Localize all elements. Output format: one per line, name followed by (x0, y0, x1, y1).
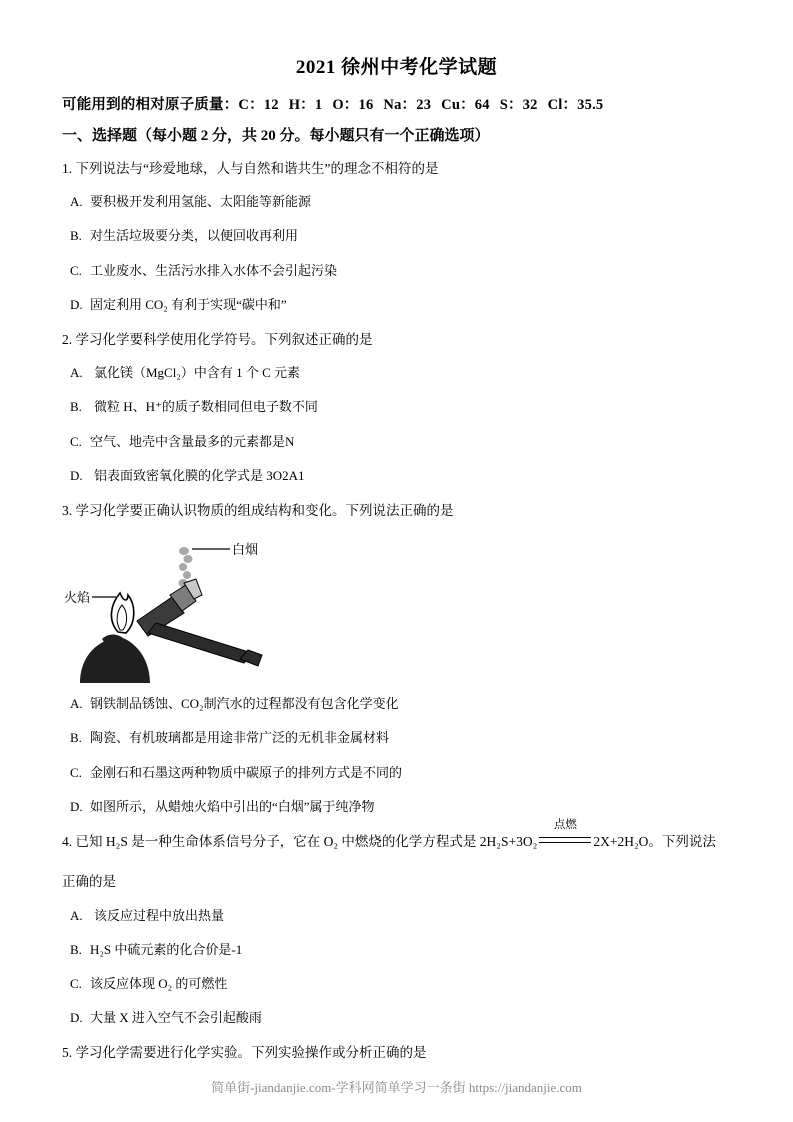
option-label: C. (70, 433, 82, 449)
question-1-stem (62, 159, 731, 179)
option-label: B. (70, 941, 82, 957)
option-text: 大量 X 进入空气不会引起酸雨 (90, 1010, 262, 1026)
question-4-text-part1: 已知 H₂S 是一种生命体系信号分子，它在 O₂ 中燃烧的化学方程式是 2H₂S+3O₂ (75, 834, 538, 849)
question-5-text: 学习化学需要进行化学实验。下列实验操作或分析正确的是 (75, 1045, 427, 1061)
option-label: A. (70, 194, 83, 210)
option-label: B. (70, 399, 82, 415)
question-3-option-a[interactable] (62, 695, 731, 713)
option-text: 对生活垃圾要分类，以便回收再利用 (90, 228, 299, 244)
equation-arrow-icon (539, 837, 591, 843)
flame-label: 火焰 (64, 590, 91, 606)
question-3-option-b[interactable] (62, 729, 731, 747)
question-2-option-c[interactable] (62, 433, 731, 451)
option-label: D. (70, 296, 83, 312)
glass-tube-icon (137, 579, 262, 666)
option-text: 钢铁制品锈蚀、CO₂制汽水的过程都没有包含化学变化 (90, 696, 399, 712)
question-1-number: 1. (62, 161, 73, 176)
question-3-number: 3. (62, 503, 73, 518)
question-2-stem (62, 330, 731, 350)
question-2-option-d[interactable] (62, 467, 731, 485)
question-1-option-a[interactable] (62, 193, 731, 211)
atomic-mass-c: C：12 (238, 97, 279, 113)
option-text: 微粒 H、H⁺的质子数相同但电子数不同 (94, 399, 318, 415)
atomic-mass-prefix: 可能用到的相对原子质量： (62, 97, 239, 113)
question-4-option-d[interactable] (62, 1009, 731, 1027)
option-label: A. (70, 696, 83, 712)
option-text: H₂S 中硫元素的化合价是-1 (90, 941, 243, 957)
question-2-option-b[interactable] (62, 398, 731, 416)
option-text: 该反应过程中放出热量 (94, 907, 225, 923)
option-label: C. (70, 764, 82, 780)
question-1-text: 下列说法与“珍爱地球，人与自然和谐共生”的理念不相符的是 (75, 161, 439, 176)
option-text: 要积极开发利用氢能、太阳能等新能源 (90, 194, 312, 210)
atomic-mass-cl: Cl：35.5 (547, 97, 604, 113)
question-4-text-part2: 2X+2H₂O。下列说法 (593, 834, 716, 849)
candle-smoke-figure (62, 535, 731, 685)
question-4-option-c[interactable] (62, 975, 731, 993)
question-5-number: 5. (62, 1045, 73, 1061)
option-text: 该反应体现 O₂ 的可燃性 (90, 975, 228, 991)
footer-watermark: 简单街-jiandanjie.com-学科网简单学习一条街 https://jiandanjie.com (211, 1080, 582, 1095)
candle-experiment-diagram (62, 535, 392, 685)
question-2-number: 2. (62, 332, 73, 347)
option-label: C. (70, 975, 82, 991)
atomic-mass-line (62, 93, 731, 114)
question-4-option-a[interactable] (62, 907, 731, 925)
atomic-mass-o: O：16 (332, 97, 374, 113)
question-1-option-d[interactable] (62, 296, 731, 314)
smoke-label: 白烟 (232, 542, 259, 558)
atomic-mass-s: S：32 (499, 97, 538, 113)
option-label: D. (70, 798, 83, 814)
option-label: A. (70, 907, 83, 923)
option-text: 空气、地壳中含量最多的元素都是N (90, 433, 295, 449)
option-text: 铝表面致密氧化膜的化学式是 3O2A1 (94, 467, 305, 483)
option-label: B. (70, 730, 82, 746)
option-text: 氯化镁（MgCl₂）中含有 1 个 C 元素 (94, 365, 301, 381)
question-2-option-a[interactable] (62, 364, 731, 382)
question-3-stem (62, 501, 731, 521)
question-5-stem (62, 1043, 731, 1063)
question-1-option-b[interactable] (62, 227, 731, 245)
question-4-option-b[interactable] (62, 941, 731, 959)
atomic-mass-na: Na：23 (383, 97, 432, 113)
question-4-stem-cont (62, 872, 731, 892)
section-heading: 一、选择题（每小题 2 分，共 20 分。每小题只有一个正确选项） (62, 128, 490, 144)
question-3-option-d[interactable] (62, 798, 731, 816)
question-4-stem (62, 819, 731, 852)
reaction-condition-label: 点燃 (553, 819, 577, 831)
option-label: D. (70, 467, 83, 483)
page-title: 2021 徐州中考化学试题 (295, 57, 498, 78)
question-4-text-part3: 正确的是 (62, 874, 116, 890)
question-2-text: 学习化学要科学使用化学符号。下列叙述正确的是 (75, 332, 373, 347)
atomic-mass-h: H：1 (288, 97, 323, 113)
option-text: 工业废水、生活污水排入水体不会引起污染 (90, 262, 338, 278)
question-3-text: 学习化学要正确认识物质的组成结构和变化。下列说法正确的是 (75, 503, 454, 518)
question-3-option-c[interactable] (62, 764, 731, 782)
reaction-condition-arrow (537, 819, 593, 852)
option-label: B. (70, 228, 82, 244)
atomic-mass-cu: Cu：64 (441, 97, 490, 113)
option-label: C. (70, 262, 82, 278)
question-4-number: 4. (62, 834, 73, 849)
option-text: 如图所示，从蜡烛火焰中引出的“白烟”属于纯净物 (90, 798, 375, 814)
option-label: A. (70, 365, 83, 381)
option-text: 固定利用 CO₂ 有利于实现“碳中和” (90, 296, 287, 312)
option-text: 金刚石和石墨这两种物质中碳原子的排列方式是不同的 (90, 764, 403, 780)
question-1-option-c[interactable] (62, 262, 731, 280)
option-label: D. (70, 1010, 83, 1026)
option-text: 陶瓷、有机玻璃都是用途非常广泛的无机非金属材料 (90, 730, 390, 746)
